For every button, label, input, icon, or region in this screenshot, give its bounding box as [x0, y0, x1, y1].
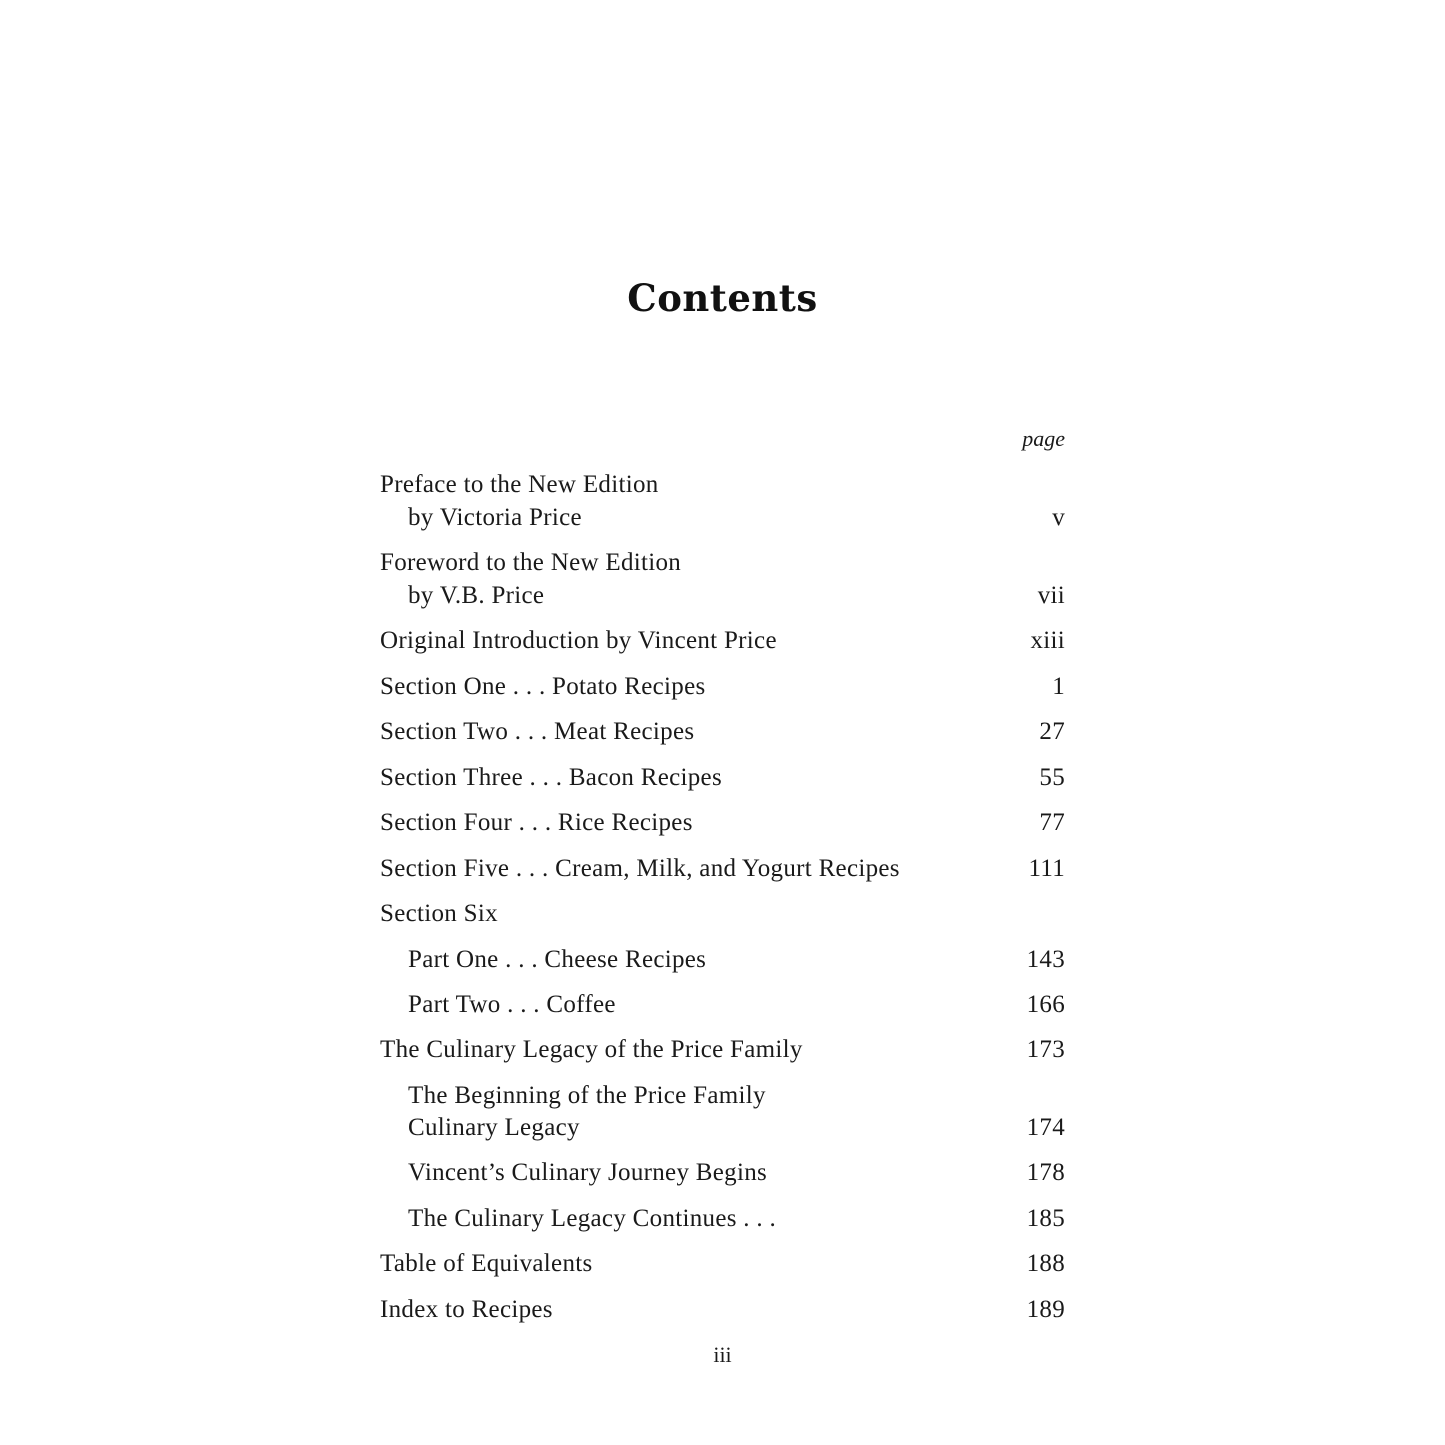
toc-entry-page: 55	[1039, 764, 1065, 791]
toc-entry-text: Original Introduction by Vincent Price	[380, 627, 777, 654]
toc-entry-preface	[380, 469, 1065, 501]
toc-entry-page: 173	[1026, 1036, 1065, 1063]
toc-entry-page: 77	[1039, 809, 1065, 836]
page-number: iii	[713, 1342, 732, 1367]
toc-entry-page: v	[1052, 504, 1065, 531]
toc-entry-section-three	[380, 762, 1065, 794]
toc-entry-equivalents	[380, 1248, 1065, 1280]
toc-entry-text: Part Two . . . Coffee	[408, 991, 616, 1018]
toc-entry-text: Section One . . . Potato Recipes	[380, 673, 706, 700]
toc-entry-section-one	[380, 671, 1065, 703]
toc-entry-text: Section Three . . . Bacon Recipes	[380, 764, 722, 791]
toc-entry-page: 189	[1026, 1296, 1065, 1323]
toc-entry-journey	[380, 1157, 1065, 1189]
toc-entry-text: Section Five . . . Cream, Milk, and Yogurt Recipes	[380, 855, 900, 882]
toc-entry-text: Section Four . . . Rice Recipes	[380, 809, 693, 836]
toc-entry-text: The Beginning of the Price Family	[408, 1082, 766, 1109]
toc-entry-culinary-legacy	[380, 1034, 1065, 1066]
toc-entry-text: Vincent’s Culinary Journey Begins	[408, 1159, 768, 1186]
toc-entry-text: Section Two . . . Meat Recipes	[380, 718, 695, 745]
toc-entry-text: Section Six	[380, 900, 498, 927]
toc-entry-page: 178	[1026, 1159, 1065, 1186]
toc-entry-foreword	[380, 547, 1065, 579]
toc-entry-text: by Victoria Price	[408, 504, 582, 531]
toc-entry-part-two	[380, 989, 1065, 1021]
toc-entry-page: 166	[1026, 991, 1065, 1018]
toc-entry-text: Table of Equivalents	[380, 1250, 593, 1277]
toc-entry-introduction	[380, 625, 1065, 657]
toc-entry-text: Foreword to the New Edition	[380, 549, 682, 576]
toc-entry-page: 143	[1026, 946, 1065, 973]
toc-entry-legacy-continues	[380, 1203, 1065, 1235]
toc-entry-text: Part One . . . Cheese Recipes	[408, 946, 707, 973]
toc-entry-page: xiii	[1030, 627, 1065, 654]
toc-entry-page: 1	[1052, 673, 1065, 700]
toc-entry-page: 27	[1039, 718, 1065, 745]
toc-entry-preface-author	[380, 502, 1065, 534]
toc-entry-page: 185	[1026, 1205, 1065, 1232]
toc-entry-section-four	[380, 807, 1065, 839]
toc-entry-text: by V.B. Price	[408, 582, 545, 609]
toc-entry-text: Culinary Legacy	[408, 1114, 580, 1141]
toc-entry-index	[380, 1294, 1065, 1326]
toc-entry-beginning-cont	[380, 1112, 1065, 1144]
toc-entry-section-five	[380, 853, 1065, 885]
page-column-label: page	[1022, 426, 1065, 451]
toc-entry-text: The Culinary Legacy Continues . . .	[408, 1205, 777, 1232]
toc-entry-page: 111	[1028, 855, 1065, 882]
page-title: Contents	[627, 276, 818, 320]
toc-entry-section-two	[380, 716, 1065, 748]
toc-entry-beginning	[380, 1080, 1065, 1112]
toc-entry-text: Preface to the New Edition	[380, 471, 659, 498]
toc-entry-text: Index to Recipes	[380, 1296, 553, 1323]
toc-entry-page: 188	[1026, 1250, 1065, 1277]
toc-entry-section-six	[380, 898, 1065, 930]
toc-entry-page: 174	[1026, 1114, 1065, 1141]
toc-entry-page: vii	[1037, 582, 1065, 609]
toc-entry-text: The Culinary Legacy of the Price Family	[380, 1036, 803, 1063]
toc-entry-foreword-author	[380, 580, 1065, 612]
toc-entry-part-one	[380, 944, 1065, 976]
